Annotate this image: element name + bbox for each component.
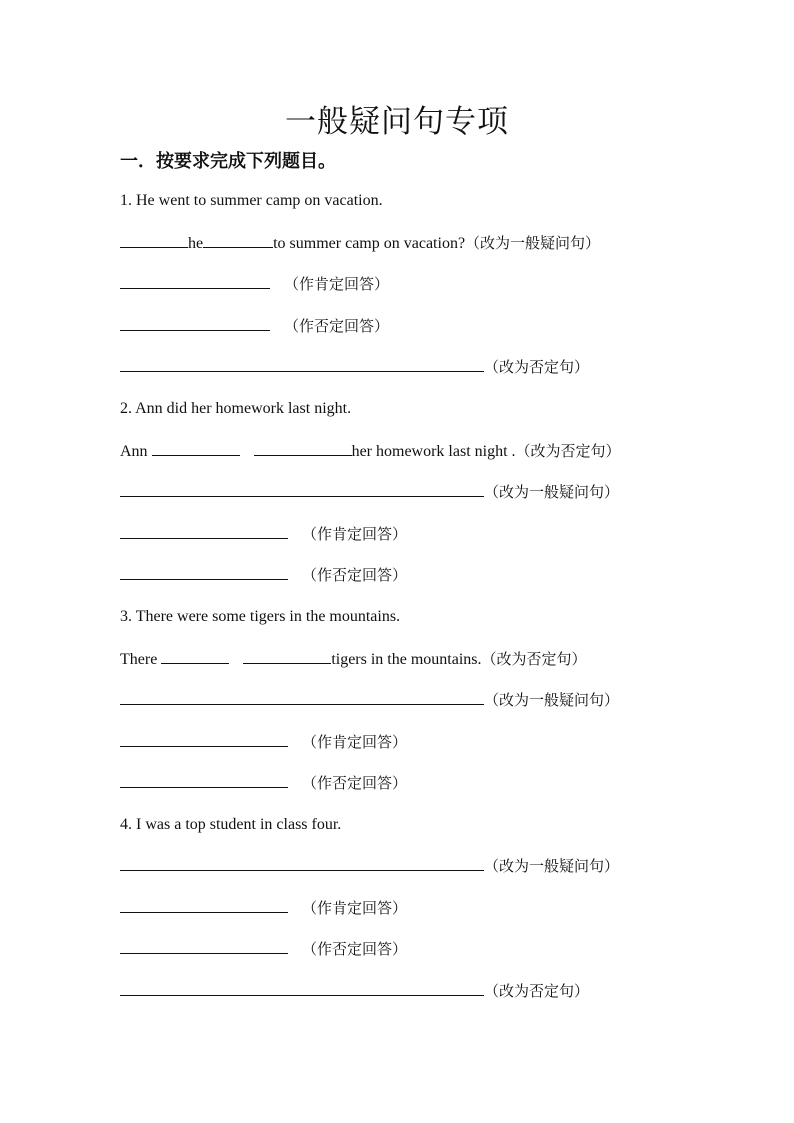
answer-blank[interactable] [120,523,288,539]
instruction-note: （改为一般疑问句） [484,691,620,709]
question-3-sentence: 3. There were some tigers in the mountains. [120,608,401,625]
answer-blank[interactable] [120,731,288,747]
answer-blank[interactable] [120,315,270,331]
answer-blank[interactable] [120,356,484,372]
question-4-line-3 [120,897,407,919]
question-1-line-4 [120,315,389,337]
blank-label: he [188,235,204,252]
instruction-note: （改为否定句） [484,358,590,376]
answer-blank[interactable] [120,689,484,705]
instruction-note: （作肯定回答） [284,275,390,293]
sentence-tail: to summer camp on vacation? [273,235,466,252]
instruction-note: （作否定回答） [302,566,408,584]
instruction-note: （作否定回答） [302,774,408,792]
question-2-line-3 [120,481,619,503]
answer-blank[interactable] [120,232,188,248]
answer-blank[interactable] [120,564,288,580]
instruction-note: （作否定回答） [284,317,390,335]
answer-blank[interactable] [120,273,270,289]
sentence-head: There [120,651,158,668]
answer-blank[interactable] [161,648,229,664]
question-4-line-4 [120,938,407,960]
instruction-note: （作肯定回答） [302,733,408,751]
question-2-sentence: 2. Ann did her homework last night. [120,400,352,417]
answer-blank[interactable] [120,481,484,497]
answer-blank[interactable] [120,855,484,871]
question-3-line-5 [120,772,407,794]
question-4-line-2 [120,855,619,877]
question-3-line-4 [120,731,407,753]
question-1-line-2 [120,232,600,254]
question-1-line-5 [120,356,589,378]
instruction-note: （改为一般疑问句） [484,483,620,501]
instruction-note: （作肯定回答） [302,525,408,543]
question-2-line-4 [120,523,407,545]
instruction-note: （作否定回答） [302,940,408,958]
question-2-line-2 [120,440,621,462]
sentence-tail: her homework last night . [351,443,516,460]
answer-blank[interactable] [152,440,240,456]
question-1-sentence: 1. He went to summer camp on vacation. [120,192,383,209]
worksheet-title: 一般疑问句专项 [285,104,509,139]
instruction-note: （改为一般疑问句） [465,234,601,252]
question-2-line-5 [120,564,407,586]
answer-blank[interactable] [120,980,484,996]
question-4-sentence: 4. I was a top student in class four. [120,816,342,833]
answer-blank[interactable] [120,897,288,913]
question-4-line-5 [120,980,589,1002]
sentence-tail: tigers in the mountains. [331,651,482,668]
answer-blank[interactable] [203,232,273,248]
section-heading: 一．按要求完成下列题目。 [120,151,336,172]
question-1-line-3 [120,273,389,295]
answer-blank[interactable] [120,938,288,954]
instruction-note: （改为否定句） [515,442,621,460]
instruction-note: （改为否定句） [481,650,587,668]
instruction-note: （作肯定回答） [302,899,408,917]
instruction-note: （改为一般疑问句） [484,857,620,875]
question-3-line-3 [120,689,619,711]
answer-blank[interactable] [254,440,352,456]
answer-blank[interactable] [243,648,331,664]
question-3-line-2 [120,648,587,670]
answer-blank[interactable] [120,772,288,788]
instruction-note: （改为否定句） [484,982,590,1000]
sentence-head: Ann [120,443,148,460]
